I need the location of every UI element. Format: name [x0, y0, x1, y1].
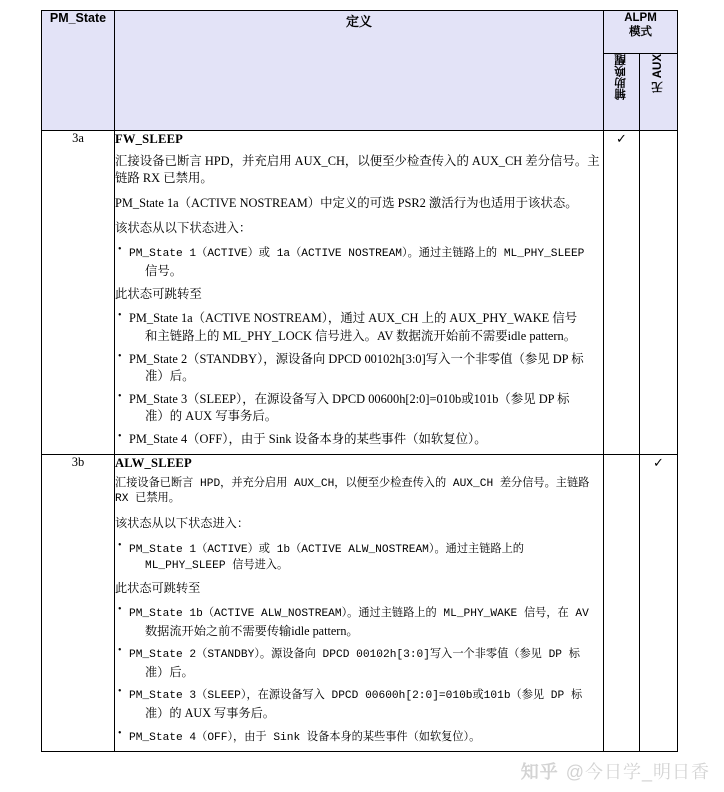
header-aux-wake: [604, 54, 640, 131]
header-no-aux-label: 无 AUX: [651, 54, 664, 93]
header-alpm-line1: ALPM: [624, 12, 657, 24]
entry-bullet-list: [115, 244, 603, 281]
pm-state-table: [41, 10, 678, 752]
header-no-aux: [640, 54, 678, 131]
entry-intro: 该状态从以下状态进入：: [115, 220, 252, 235]
list-item: [115, 431, 603, 449]
transition-bullet-text: PM_State 3（SLEEP），在源设备写入 DPCD 00600h[2:0]=010b或101b（参见 DP 标: [129, 690, 583, 703]
list-item: [115, 391, 603, 426]
transition-bullet-list: [115, 310, 603, 448]
entry-bullet-text: PM_State 1（ACTIVE）或 1b（ACTIVE ALW_NOSTREAM）。通过主链路上的: [129, 543, 524, 556]
transition-bullet-text: PM_State 2（STANDBY）。源设备向 DPCD 00102h[3:0]写入一个非零值（参见 DP 标: [129, 649, 580, 662]
list-item: [115, 244, 603, 281]
zhihu-logo: 知乎: [520, 762, 559, 782]
cell-no-aux-mark: [640, 131, 678, 455]
transition-bullet-text: PM_State 4（OFF），由于 Sink 设备本身的某些事件（如软复位）。: [129, 731, 481, 744]
list-item: [115, 540, 603, 575]
state-description: 汇接设备已断言 HPD，并充启用 AUX_CH，以便至少检查传入的 AUX_CH 差分信号。主链路 RX 已禁用。: [115, 153, 600, 186]
header-alpm-mode: [604, 11, 678, 54]
transition-bullet-list: [115, 604, 603, 747]
table-row: [42, 454, 678, 752]
cell-definition: [115, 131, 604, 455]
entry-bullet-cont: ML_PHY_SLEEP 信号进入。: [145, 559, 289, 572]
cell-aux-wake-mark: [604, 131, 640, 455]
header-definition: 定义: [115, 11, 604, 131]
transition-bullet-cont: 准）的 AUX 写事务后。: [145, 706, 275, 721]
header-alpm-line2: 模式: [629, 26, 652, 39]
checkmark-icon: ✓: [616, 132, 627, 147]
state-note: PM_State 1a（ACTIVE NOSTREAM）中定义的可选 PSR2 激活行为也适用于该状态。: [115, 196, 578, 211]
transition-intro: 此状态可跳转至: [115, 286, 202, 301]
watermark: [521, 758, 710, 784]
state-title: ALW_SLEEP: [115, 455, 192, 470]
entry-intro: 该状态从以下状态进入：: [115, 516, 250, 531]
transition-bullet-text: PM_State 1b（ACTIVE ALW_NOSTREAM）。通过主链路上的 ML_PHY_WAKE 信号，在 AV: [129, 607, 589, 620]
table-row: [42, 131, 678, 455]
header-pm-state: PM_State: [42, 11, 115, 131]
transition-bullet-text: PM_State 4（OFF），由于 Sink 设备本身的某些事件（如软复位）。: [129, 432, 487, 447]
state-description: 汇接设备已断言 HPD，并充分启用 AUX_CH，以便至少检查传入的 AUX_CH 差分信号。主链路 RX 已禁用。: [115, 477, 590, 506]
transition-bullet-cont: 准）后。: [145, 665, 194, 679]
transition-bullet-cont: 准）后。: [145, 369, 195, 384]
list-item: [115, 310, 603, 345]
list-item: [115, 645, 603, 681]
list-item: [115, 686, 603, 722]
table-header-row: [42, 11, 678, 54]
transition-bullet-text: PM_State 1a（ACTIVE NOSTREAM），通过 AUX_CH 上的 AUX_PHY_WAKE 信号: [129, 311, 578, 326]
checkmark-icon: ✓: [653, 455, 664, 471]
cell-state-id: 3a: [42, 131, 115, 455]
cell-state-id: 3b: [42, 454, 115, 752]
cell-aux-wake-mark: [604, 454, 640, 752]
header-aux-wake-label: 辅助唤醒: [614, 54, 627, 100]
transition-bullet-text: PM_State 3（SLEEP），在源设备写入 DPCD 00600h[2:0]=010b或101b（参见 DP 标: [129, 391, 570, 406]
watermark-handle: @今日学_明日香: [565, 762, 710, 782]
entry-bullet-cont: 信号。: [145, 264, 183, 279]
cell-definition: [115, 454, 604, 752]
cell-no-aux-mark: [640, 454, 678, 752]
transition-bullet-text: PM_State 2（STANDBY），源设备向 DPCD 00102h[3:0]写入一个非零值（参见 DP 标: [129, 351, 584, 366]
transition-bullet-cont: 准）的 AUX 写事务后。: [145, 409, 278, 424]
state-title: FW_SLEEP: [115, 132, 184, 146]
entry-bullet-list: [115, 540, 603, 575]
transition-bullet-cont: 数据流开始之前不需要传输idle pattern。: [145, 623, 359, 638]
list-item: [115, 351, 603, 386]
list-item: [115, 728, 603, 747]
transition-bullet-cont: 和主链路上的 ML_PHY_LOCK 信号进入。AV 数据流开始前不需要idle pattern。: [145, 329, 577, 344]
list-item: [115, 604, 603, 640]
entry-bullet-text: PM_State 1（ACTIVE）或 1a（ACTIVE NOSTREAM）。通过主链路上的 ML_PHY_SLEEP: [129, 248, 585, 261]
transition-intro: 此状态可跳转至: [115, 580, 201, 595]
